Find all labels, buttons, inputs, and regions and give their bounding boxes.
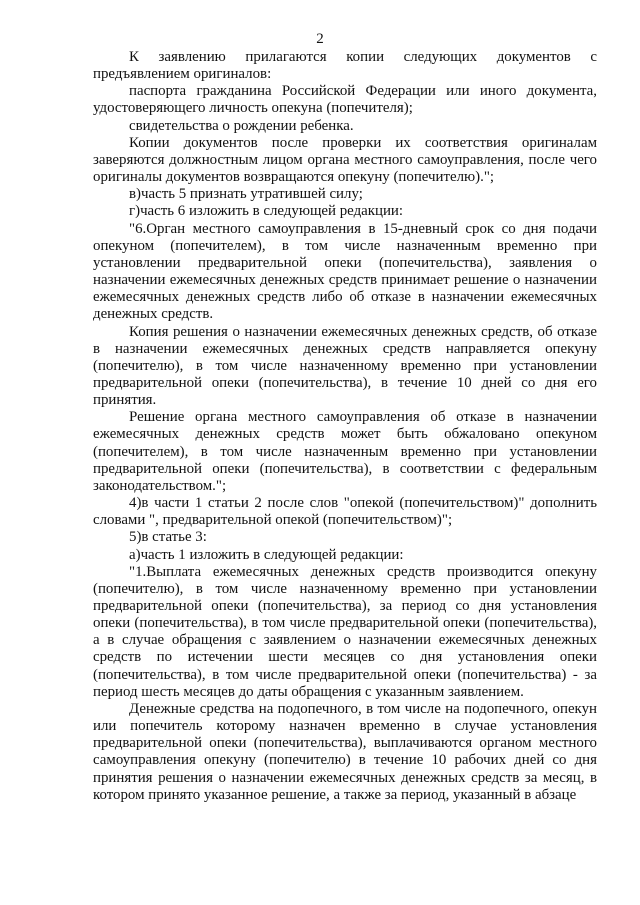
paragraph: "1.Выплата ежемесячных денежных средств производится опекуну (попечителю), в том числе назначенному временно при установлении предварительной опеки (попечительства), за период со дня установления опеки (попечительства), в том числе предварительной опеки (попечительства), а в случае обращения с заявлением о назначении ежемесячных денежных средств по истечении шести месяцев со дня установления опеки (попечительства), в том числе предварительной опеки (попечительства) - за период шесть месяцев до даты обращения с указанным заявлением. (93, 563, 597, 700)
document-body (93, 49, 597, 804)
paragraph: в)часть 5 признать утратившей силу; (129, 186, 363, 203)
paragraph: 5)в статье 3: (129, 529, 207, 546)
paragraph: Денежные средства на подопечного, в том числе на подопечного, опекун или попечитель которому назначен временно в случае установления предварительной опеки (попечительства), выплачиваются органом местного самоуправления опекуну (попечителю) в течение 10 рабочих дней со дня принятия решения о назначении ежемесячных денежных средств за месяц, в котором принято указанное решение, а также за период, указанный в абзаце (93, 700, 597, 803)
paragraph: К заявлению прилагаются копии следующих документов с предъявлением оригиналов: (93, 49, 597, 83)
paragraph: "6.Орган местного самоуправления в 15-дневный срок со дня подачи опекуном (попечителем), в том числе назначенным временно при установлении предварительной опеки (попечительства), заявления о назначении ежемесячных денежных средств принимает решение о назначении ежемесячных денежных средств либо об отказе в назначении ежемесячных денежных средств. (93, 220, 597, 323)
paragraph: Решение органа местного самоуправления об отказе в назначении ежемесячных денежных средств может быть обжаловано опекуном (попечителем), в том числе назначенным временно при установлении предварительной опеки (попечительства), в соответствии с федеральным законодательством."; (93, 409, 597, 494)
paragraph: а)часть 1 изложить в следующей редакции: (129, 546, 404, 563)
paragraph: 4)в части 1 статьи 2 после слов "опекой (попечительством)" дополнить словами ", предварительной опекой (попечительством)"; (93, 495, 597, 529)
paragraph: свидетельства о рождении ребенка. (129, 117, 354, 134)
paragraph: Копии документов после проверки их соответствия оригиналам заверяются должностным лицом органа местного самоуправления, после чего оригиналы документов возвращаются опекуну (попечителю)."; (93, 134, 597, 186)
paragraph: Копия решения о назначении ежемесячных денежных средств, об отказе в назначении ежемесячных денежных средств направляется опекуну (попечителю), в том числе назначенному временно при установлении предварительной опеки (попечительства), в течение 10 дней со дня его принятия. (93, 323, 597, 409)
paragraph: паспорта гражданина Российской Федерации или иного документа, удостоверяющего личность опекуна (попечителя); (93, 83, 597, 117)
paragraph: г)часть 6 изложить в следующей редакции: (129, 203, 404, 220)
page-number: 2 (316, 31, 324, 47)
